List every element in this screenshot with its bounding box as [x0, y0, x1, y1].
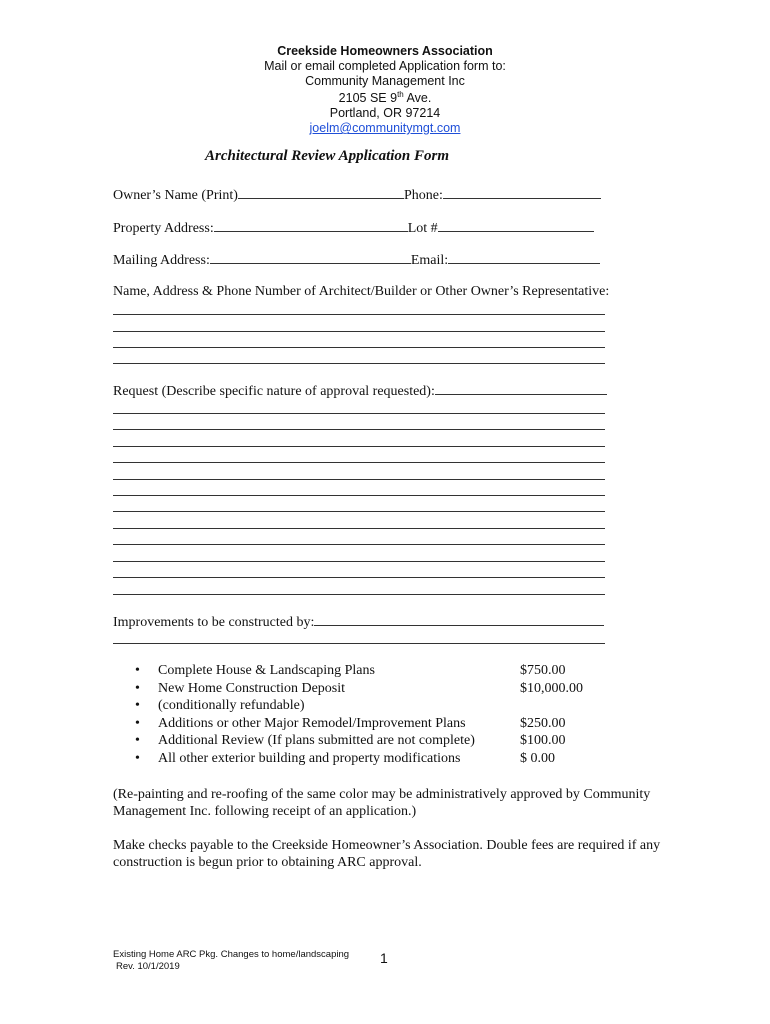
representative-label: Name, Address & Phone Number of Architect/Builder or Other Owner’s Representative: — [113, 284, 610, 299]
lot-label: Lot # — [407, 221, 438, 236]
footer-revision: Rev. 10/1/2019 — [116, 960, 180, 972]
request-row — [113, 382, 607, 400]
request-field[interactable] — [435, 382, 607, 395]
repainting-note: (Re-painting and re-roofing of the same color may be administratively approved by Community Management Inc. following receipt of an application.) — [113, 787, 651, 819]
email-link[interactable]: joelm@communitymgt.com — [309, 121, 461, 136]
request-line[interactable] — [113, 479, 605, 480]
company-name: Community Management Inc — [305, 73, 465, 88]
street-address: 2105 SE 9th Ave. — [338, 90, 432, 106]
bullet-icon: • — [135, 733, 140, 748]
list-item: • Complete House & Landscaping Plans $750.00 — [135, 663, 566, 678]
letterhead — [0, 44, 770, 136]
request-line[interactable] — [113, 544, 605, 545]
request-line[interactable] — [113, 462, 605, 463]
bullet-icon: • — [135, 698, 140, 713]
request-line[interactable] — [113, 511, 605, 512]
request-line[interactable] — [113, 429, 605, 430]
email-field[interactable] — [448, 251, 600, 264]
bullet-icon: • — [135, 663, 140, 678]
request-line[interactable] — [113, 495, 605, 496]
email-label: Email: — [410, 253, 449, 268]
owner-name-field[interactable] — [238, 186, 404, 199]
list-item: • New Home Construction Deposit $10,000.00 — [135, 680, 583, 696]
representative-line[interactable] — [113, 331, 605, 332]
bullet-icon: • — [135, 715, 140, 731]
phone-label: Phone: — [403, 188, 443, 203]
association-name: Creekside Homeowners Association — [277, 44, 493, 58]
request-line[interactable] — [113, 413, 605, 414]
property-address-label: Property Address: — [113, 221, 214, 236]
mailing-email-row — [113, 251, 600, 269]
improvements-row — [113, 613, 604, 631]
footer — [113, 949, 349, 972]
representative-line[interactable] — [113, 314, 605, 315]
property-lot-row — [113, 219, 594, 237]
bullet-icon: • — [135, 680, 140, 696]
form-title: Architectural Review Application Form — [205, 148, 450, 164]
mailing-address-label: Mailing Address: — [113, 253, 210, 268]
representative-line[interactable] — [113, 363, 605, 364]
list-item: • Additions or other Major Remodel/Improvement Plans $250.00 — [135, 715, 566, 731]
mailing-address-field[interactable] — [210, 251, 411, 264]
footer-package: Existing Home ARC Pkg. Changes to home/landscaping — [113, 949, 350, 960]
fee-list — [135, 663, 615, 768]
mail-instructions: Mail or email completed Application form to: — [264, 58, 506, 73]
page-number: 1 — [380, 950, 388, 966]
representative-line[interactable] — [113, 347, 605, 348]
bullet-icon: • — [135, 750, 140, 766]
city-state-zip: Portland, OR 97214 — [329, 106, 441, 121]
lot-field[interactable] — [438, 219, 594, 232]
request-line[interactable] — [113, 446, 605, 447]
property-address-field[interactable] — [214, 219, 408, 232]
owner-phone-row — [113, 186, 601, 204]
list-item: • All other exterior building and property modifications $ 0.00 — [135, 750, 555, 766]
improvements-field[interactable] — [314, 613, 604, 626]
improvements-label: Improvements to be constructed by: — [113, 615, 315, 630]
list-item: • (conditionally refundable) — [135, 698, 305, 713]
checks-note: Make checks payable to the Creekside Homeowner’s Association. Double fees are required if any construction is begun prior to obtaining ARC approval. — [113, 838, 661, 870]
phone-field[interactable] — [443, 186, 601, 199]
list-item: • Additional Review (If plans submitted are not complete) $100.00 — [135, 733, 566, 748]
owner-name-label: Owner’s Name (Print) — [113, 188, 238, 203]
request-label: Request (Describe specific nature of approval requested): — [113, 384, 435, 399]
request-line[interactable] — [113, 594, 605, 595]
request-line[interactable] — [113, 577, 605, 578]
request-line[interactable] — [113, 561, 605, 562]
request-line[interactable] — [113, 528, 605, 529]
improvements-line[interactable] — [113, 643, 605, 644]
